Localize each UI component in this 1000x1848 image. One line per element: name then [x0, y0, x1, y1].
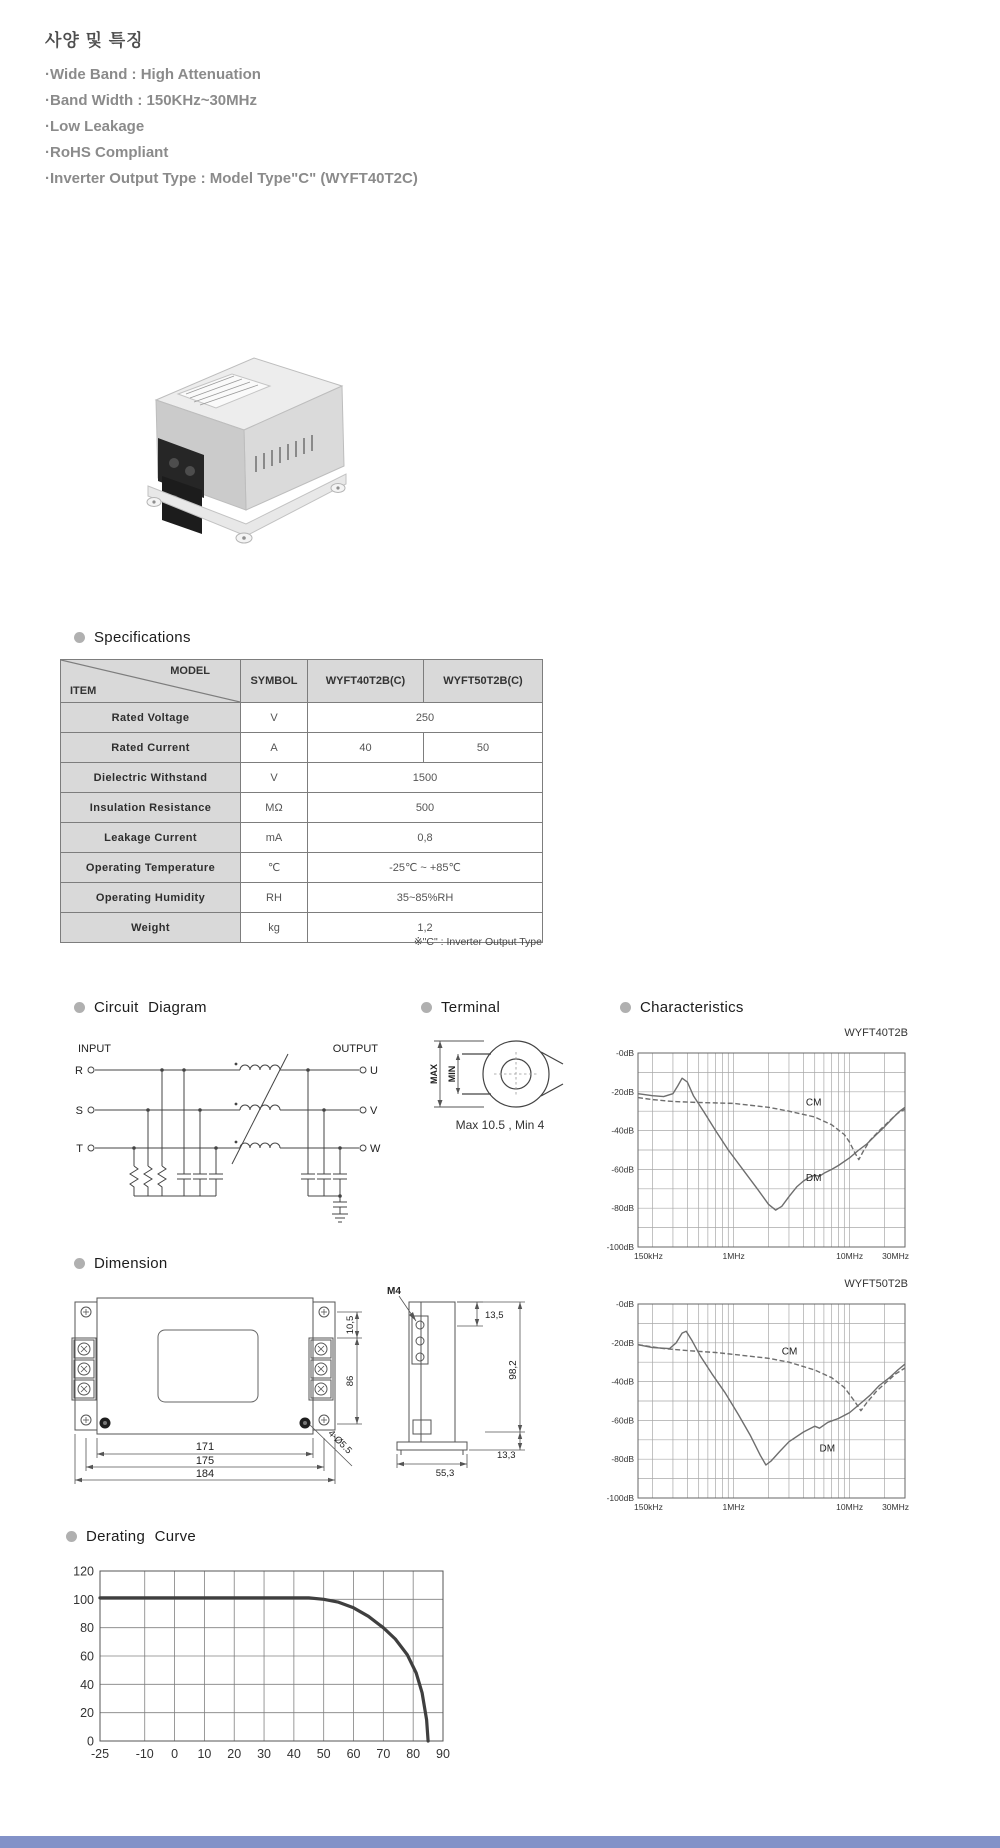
attenuation-plot-2: [598, 1293, 910, 1515]
dim-184: 184: [195, 1468, 215, 1480]
spec-symbol: mA: [241, 823, 308, 853]
x-tick-label: 70: [376, 1747, 391, 1761]
spec-row: [61, 703, 543, 733]
feature-item: ·Low Leakage: [45, 118, 145, 135]
spec-corner-model: MODEL: [170, 665, 210, 677]
x-tick-label: 30MHz: [882, 1251, 909, 1261]
bullet-icon: [620, 1002, 631, 1013]
spec-corner-item: ITEM: [70, 685, 97, 697]
spec-item: Operating Temperature: [61, 853, 241, 883]
section-title-terminal: Terminal: [441, 999, 501, 1016]
terminal-max-label: MAX: [429, 1064, 439, 1084]
product-photo: [118, 338, 358, 573]
dim-98-2: 98,2: [508, 1360, 519, 1380]
spec-symbol: RH: [241, 883, 308, 913]
screw-label: M4: [387, 1286, 401, 1297]
y-tick-label: -0dB: [616, 1299, 634, 1309]
spec-value: 1500: [308, 763, 543, 793]
dim-10-5: 10,5: [345, 1315, 356, 1335]
terminal-w-label: W: [370, 1143, 381, 1155]
series-label: CM: [805, 1097, 822, 1109]
dim-171: 171: [195, 1441, 215, 1453]
x-tick-label: 20: [227, 1747, 242, 1761]
series-dm-curve: [638, 1331, 905, 1465]
spec-header-row: [61, 660, 543, 703]
spec-col-symbol: SYMBOL: [241, 660, 308, 703]
y-tick-label: 80: [80, 1621, 94, 1636]
y-tick-label: -100dB: [606, 1242, 634, 1252]
y-tick-label: 40: [80, 1677, 94, 1692]
page-title: 사양 및 특징: [45, 31, 144, 50]
terminal-u-label: U: [370, 1065, 378, 1077]
spec-value: 500: [308, 793, 543, 823]
series-cm-curve: [638, 1098, 905, 1160]
terminal-t-label: T: [76, 1143, 83, 1155]
bullet-icon: [74, 1002, 85, 1013]
spec-symbol: ℃: [241, 853, 308, 883]
y-tick-label: -0dB: [616, 1048, 634, 1058]
x-tick-label: 10: [197, 1747, 212, 1761]
y-tick-label: -80dB: [611, 1454, 634, 1465]
y-tick-label: 120: [73, 1564, 94, 1579]
section-title-characteristics: Characteristics: [640, 999, 744, 1016]
spec-value: 1,2: [308, 913, 543, 943]
series-dm-curve: [638, 1078, 905, 1210]
spec-item: Rated Voltage: [61, 703, 241, 733]
footer-bar: [0, 1836, 1000, 1848]
chart-grid: [638, 1053, 905, 1247]
x-tick-label: 10MHz: [836, 1502, 864, 1512]
section-title-specifications: Specifications: [94, 629, 191, 646]
spec-item: Weight: [61, 913, 241, 943]
spec-item: Leakage Current: [61, 823, 241, 853]
spec-value: 40: [308, 733, 424, 763]
dim-13-3: 13,3: [497, 1450, 516, 1461]
x-tick-label: 10MHz: [836, 1251, 864, 1261]
x-tick-label: 90: [436, 1747, 450, 1761]
x-tick-label: 50: [316, 1747, 331, 1761]
y-tick-label: 20: [80, 1706, 94, 1721]
circuit-diagram: [72, 1038, 384, 1232]
feature-item: ·Inverter Output Type : Model Type"C" (WYFT40T2C): [45, 170, 418, 187]
dim-175: 175: [195, 1455, 215, 1467]
spec-symbol: V: [241, 763, 308, 793]
bullet-icon: [421, 1002, 432, 1013]
spec-value: 35~85%RH: [308, 883, 543, 913]
spec-row: [61, 763, 543, 793]
spec-corner-cell: [61, 660, 241, 703]
y-tick-label: -20dB: [611, 1086, 634, 1097]
series-label: DM: [819, 1443, 836, 1455]
spec-symbol: kg: [241, 913, 308, 943]
spec-col-model2: WYFT50T2B(C): [424, 660, 543, 703]
terminal-r-label: R: [75, 1065, 83, 1077]
spec-row: [61, 853, 543, 883]
dim-55-3: 55,3: [435, 1468, 455, 1479]
attenuation-chart-1: [598, 1027, 910, 1269]
spec-item: Operating Humidity: [61, 883, 241, 913]
x-tick-label: 150kHz: [634, 1251, 663, 1261]
spec-row: [61, 733, 543, 763]
specifications-table: [60, 659, 543, 943]
attenuation-chart-2: [598, 1278, 910, 1520]
section-title-dimension: Dimension: [94, 1255, 168, 1272]
hole-note: 4-Ø5.5: [325, 1428, 354, 1457]
y-tick-label: -80dB: [611, 1203, 634, 1214]
bullet-icon: [66, 1531, 77, 1542]
y-tick-label: -40dB: [611, 1376, 634, 1387]
terminal-drawing: [428, 1030, 564, 1118]
chart-title: WYFT50T2B: [844, 1278, 908, 1290]
x-tick-label: 30MHz: [882, 1502, 909, 1512]
x-tick-label: -25: [90, 1747, 110, 1761]
x-tick-label: 1MHz: [722, 1502, 745, 1512]
spec-row: [61, 793, 543, 823]
dim-86: 86: [345, 1375, 356, 1387]
terminal-v-label: V: [370, 1105, 378, 1117]
circuit-output-label: OUTPUT: [332, 1043, 378, 1055]
chart-grid: [638, 1304, 905, 1498]
y-tick-label: 100: [73, 1592, 94, 1607]
terminal-min-label: MIN: [447, 1065, 457, 1083]
y-tick-label: -100dB: [606, 1493, 634, 1503]
y-tick-label: -60dB: [611, 1164, 634, 1175]
x-tick-label: 40: [286, 1747, 301, 1761]
spec-value: -25℃ ~ +85℃: [308, 853, 543, 883]
spec-row: [61, 823, 543, 853]
spec-value: 50: [424, 733, 543, 763]
x-tick-label: 1MHz: [722, 1251, 745, 1261]
spec-symbol: A: [241, 733, 308, 763]
spec-item: Dielectric Withstand: [61, 763, 241, 793]
attenuation-plot-1: [598, 1042, 910, 1264]
series-label: CM: [781, 1346, 798, 1358]
spec-item: Rated Current: [61, 733, 241, 763]
x-tick-label: 0: [171, 1747, 179, 1761]
feature-item: ·Band Width : 150KHz~30MHz: [45, 92, 257, 109]
spec-symbol: MΩ: [241, 793, 308, 823]
y-tick-label: 0: [87, 1734, 94, 1749]
terminal-caption: Max 10.5 , Min 4: [455, 1118, 545, 1132]
bullet-icon: [74, 1258, 85, 1269]
y-tick-label: -60dB: [611, 1415, 634, 1426]
derating-plot: [60, 1564, 458, 1776]
x-tick-label: 150kHz: [634, 1502, 663, 1512]
bullet-icon: [74, 632, 85, 643]
series-label: DM: [805, 1173, 822, 1185]
x-tick-label: 80: [406, 1747, 421, 1761]
terminal-s-label: S: [75, 1105, 83, 1117]
circuit-input-label: INPUT: [78, 1043, 111, 1055]
spec-symbol: V: [241, 703, 308, 733]
x-tick-label: 30: [257, 1747, 271, 1761]
y-tick-label: -20dB: [611, 1337, 634, 1348]
spec-col-model1: WYFT40T2B(C): [308, 660, 424, 703]
chart-title: WYFT40T2B: [844, 1027, 908, 1039]
dimension-front-view: [70, 1292, 375, 1497]
dimension-side-view: [385, 1282, 550, 1480]
spec-value: 250: [308, 703, 543, 733]
y-tick-label: 60: [80, 1649, 94, 1664]
feature-list: [45, 62, 418, 192]
spec-row: [61, 883, 543, 913]
spec-item: Insulation Resistance: [61, 793, 241, 823]
feature-item: ·RoHS Compliant: [45, 144, 169, 161]
x-tick-label: -10: [135, 1747, 154, 1761]
spec-note: ※"C" : Inverter Output Type: [413, 936, 542, 948]
y-tick-label: -40dB: [611, 1125, 634, 1136]
feature-item: ·Wide Band : High Attenuation: [45, 66, 261, 83]
spec-value: 0,8: [308, 823, 543, 853]
section-title-circuit: Circuit Diagram: [94, 999, 207, 1016]
dim-13-5: 13,5: [485, 1310, 504, 1321]
section-title-derating: Derating Curve: [86, 1528, 197, 1545]
x-tick-label: 60: [346, 1747, 361, 1761]
